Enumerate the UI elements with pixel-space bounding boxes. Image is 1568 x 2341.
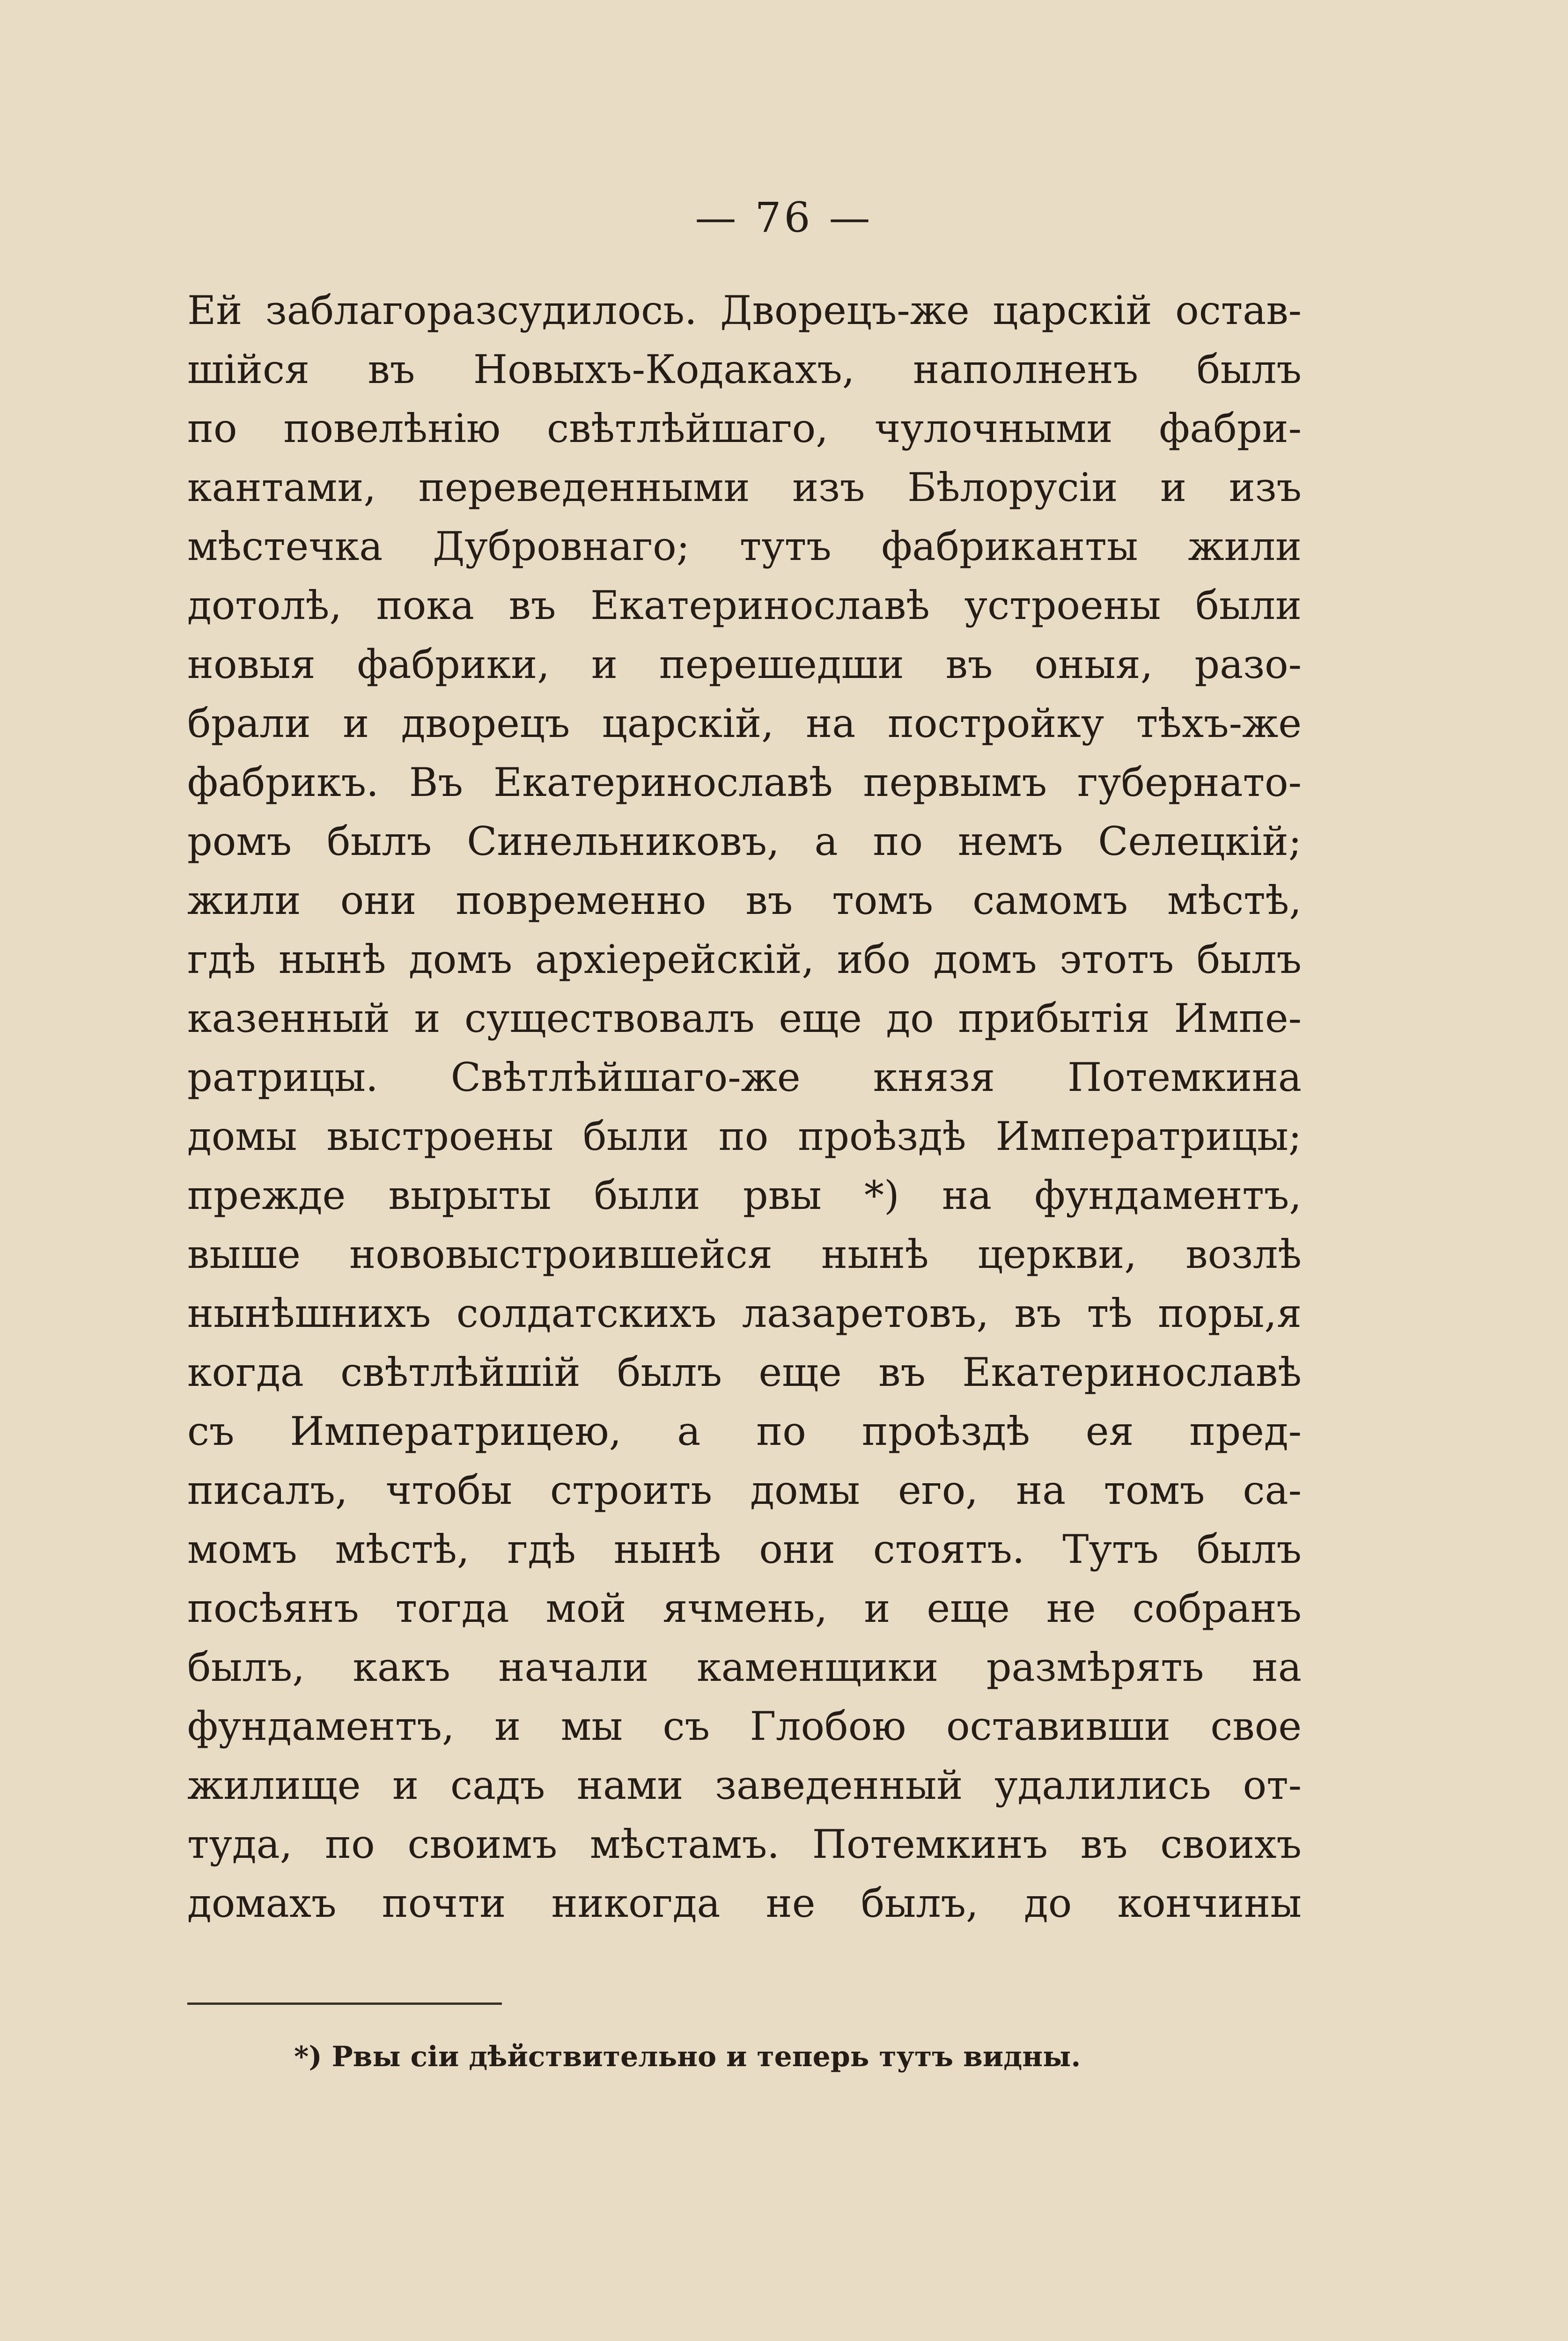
text-line: гдѣ нынѣ домъ архіерейскій, ибо домъ этотъ былъ [187, 936, 1302, 982]
text-line: брали и дворецъ царскій, на постройку тѣхъ-же [187, 700, 1302, 746]
text-line: ромъ былъ Синельниковъ, а по немъ Селецкій; [187, 818, 1302, 864]
text-line: фундаментъ, и мы съ Глобою оставивши свое [187, 1703, 1302, 1749]
text-line: выше нововыстроившейся нынѣ церкви, возлѣ [187, 1231, 1302, 1277]
text-line: когда свѣтлѣйшій былъ еще въ Екатеринославѣ [187, 1349, 1302, 1395]
text-line: прежде вырыты были рвы *) на фундаментъ, [187, 1172, 1302, 1218]
text-line: дотолѣ, пока въ Екатеринославѣ устроены были [187, 582, 1302, 628]
text-line: посѣянъ тогда мой ячмень, и еще не собранъ [187, 1585, 1302, 1631]
footnote: *) Рвы сіи дѣйствительно и теперь тутъ видны. [294, 2040, 1081, 2073]
body-text [187, 281, 1302, 1933]
text-line: новыя фабрики, и перешедши въ оныя, разо- [187, 641, 1302, 687]
text-line: момъ мѣстѣ, гдѣ нынѣ они стоятъ. Тутъ былъ [187, 1526, 1302, 1572]
page-number: — 76 — [695, 193, 873, 242]
text-line: кантами, переведенными изъ Бѣлорусіи и изъ [187, 464, 1302, 510]
text-line: жили они повременно въ томъ самомъ мѣстѣ, [187, 877, 1302, 923]
footnote-divider [187, 2002, 502, 2005]
text-line: по повелѣнію свѣтлѣйшаго, чулочными фабри- [187, 405, 1302, 451]
text-line: фабрикъ. Въ Екатеринославѣ первымъ губернато- [187, 759, 1302, 805]
text-line: жилище и садъ нами заведенный удалились от- [187, 1762, 1302, 1808]
text-line: мѣстечка Дубровнаго; тутъ фабриканты жили [187, 523, 1302, 569]
text-line: съ Императрицею, а по проѣздѣ ея пред- [187, 1408, 1302, 1454]
text-line: писалъ, чтобы строить домы его, на томъ са- [187, 1467, 1302, 1513]
text-line: туда, по своимъ мѣстамъ. Потемкинъ въ своихъ [187, 1821, 1302, 1867]
text-line: домы выстроены были по проѣздѣ Императрицы; [187, 1113, 1302, 1159]
text-line: Ей заблагоразсудилось. Дворецъ-же царскій остав- [187, 287, 1302, 333]
text-line: шійся въ Новыхъ-Кодакахъ, наполненъ былъ [187, 346, 1302, 392]
text-line: домахъ почти никогда не былъ, до кончины [187, 1880, 1302, 1926]
text-line: ратрицы. Свѣтлѣйшаго-же князя Потемкина [187, 1054, 1302, 1100]
text-line: нынѣшнихъ солдатскихъ лазаретовъ, въ тѣ поры,я [187, 1290, 1302, 1336]
text-line: былъ, какъ начали каменщики размѣрять на [187, 1644, 1302, 1690]
text-line: казенный и существовалъ еще до прибытія Импе- [187, 995, 1302, 1041]
